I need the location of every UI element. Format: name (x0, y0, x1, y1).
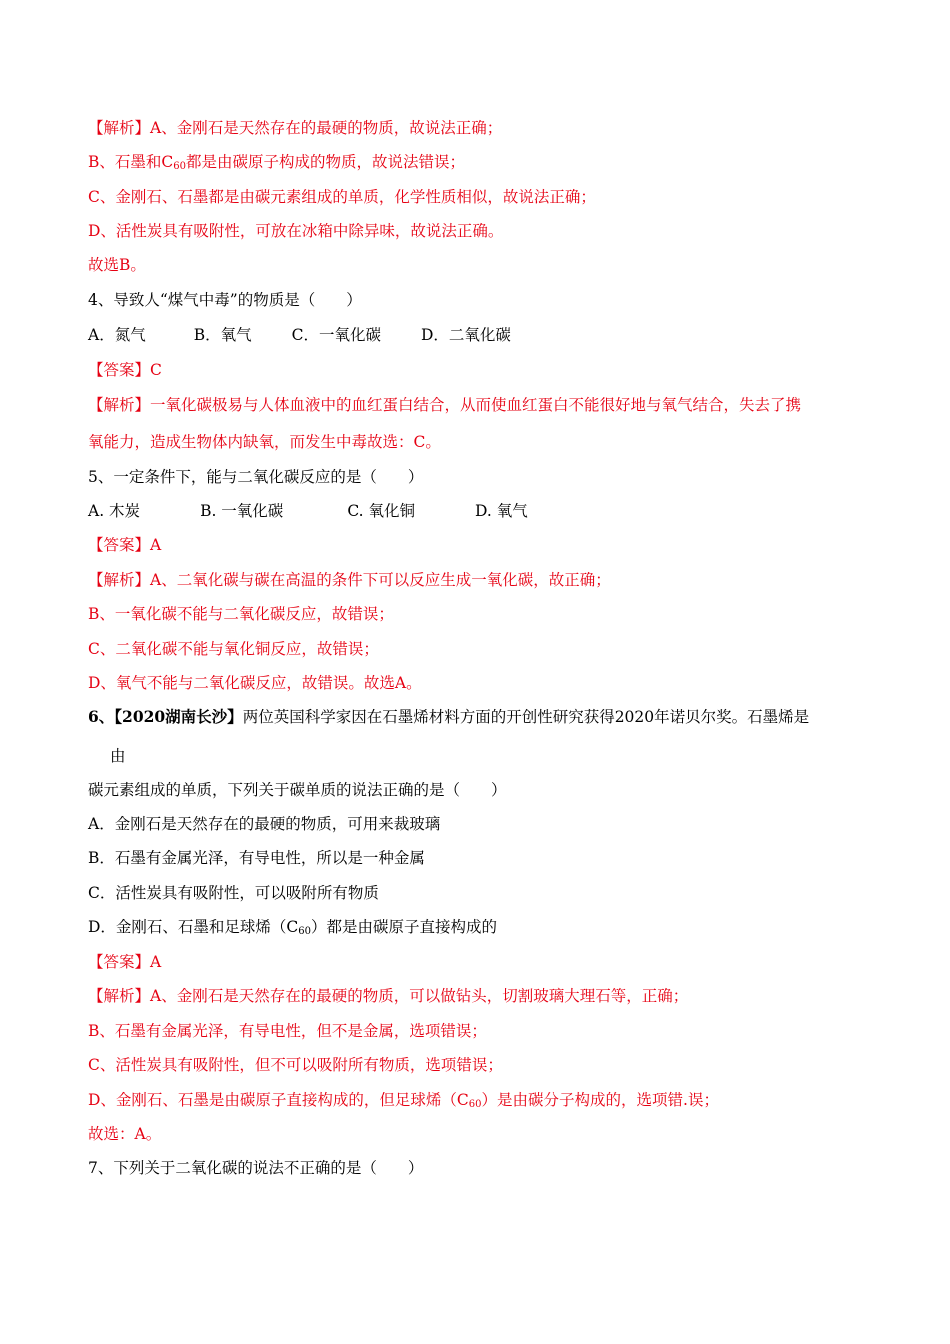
q4-jiexi-line2: 氧能力，造成生物体内缺氧，而发生中毒故选：C。 (88, 433, 441, 451)
q6-option-d: D．金刚石、石墨和足球烯$(C_{60})$都是由碳原子直接构成的 (88, 918, 498, 937)
q5-jiexi-line4: D、氧气不能与二氧化碳反应，故错误。故选A。 (88, 674, 422, 692)
q4-option-c: C．一氧化碳 (291, 326, 381, 344)
q6-option-b: B．石墨有金属光泽，有导电性，所以是一种金属 (88, 849, 425, 867)
jiexi-tag: 【解析】 (88, 119, 151, 137)
q4-options (88, 325, 511, 345)
q6-stem-line2: 碳元素组成的单质，下列关于碳单质的说法正确的是（ ） (88, 781, 507, 799)
q6-stem-line1: 6、【2020湖南长沙】两位英国科学家因在石墨烯材料方面的开创性研究获得2020年诺贝尔奖。石墨烯是 (88, 707, 810, 726)
q3-jiexi-line1: 【解析】A、金刚石是天然存在的最硬的物质，故说法正确； (88, 119, 503, 137)
q4-stem: 4、导致人“煤气中毒”的物质是（ ） (88, 291, 362, 309)
q5-answer: 【答案】A (88, 536, 162, 554)
q5-option-b: B. 一氧化碳 (200, 502, 284, 520)
q5-stem: 5、一定条件下，能与二氧化碳反应的是（ ） (88, 468, 424, 486)
q3-jiexi-line4: D、活性炭具有吸附性，可放在冰箱中除异味，故说法正确。 (88, 222, 504, 240)
q3-conclusion: 故选B。 (88, 256, 146, 274)
q5-jiexi-line3: C、二氧化碳不能与氧化铜反应，故错误； (88, 640, 379, 658)
jiexi-tag: 【解析】 (88, 571, 151, 589)
q5-jiexi-line1: 【解析】A、二氧化碳与碳在高温的条件下可以反应生成一氧化碳，故正确； (88, 571, 611, 589)
q6-source: 【2020湖南长沙】 (114, 707, 243, 726)
q7-stem: 7、下列关于二氧化碳的说法不正确的是（ ） (88, 1159, 424, 1177)
q6-number: 6、 (88, 707, 115, 726)
q5-option-a: A. 木炭 (88, 502, 141, 520)
q6-jiexi-line3: C、活性炭具有吸附性，但不可以吸附所有物质，选项错误； (88, 1056, 503, 1074)
q6-answer: 【答案】A (88, 953, 162, 971)
jiexi-tag: 【解析】 (88, 396, 151, 414)
q4-jiexi-line1: 【解析】一氧化碳极易与人体血液中的血红蛋白结合，从而使血红蛋白不能很好地与氧气结合，失去了携 (88, 396, 802, 414)
q6-jiexi-line2: B、石墨有金属光泽，有导电性，但不是金属，选项错误； (88, 1022, 487, 1040)
jiexi-tag: 【解析】 (88, 987, 151, 1005)
q3-jiexi-line3: C、金刚石、石墨都是由碳元素组成的单质，化学性质相似，故说法正确； (88, 188, 596, 206)
q6-option-c: C．活性炭具有吸附性，可以吸附所有物质 (88, 884, 379, 902)
q5-option-c: C. 氧化铜 (347, 502, 415, 520)
q5-jiexi-line2: B、一氧化碳不能与二氧化碳反应，故错误； (88, 605, 394, 623)
q3-jiexi-line2: B、石墨和$C_{60}$都是由碳原子构成的物质，故说法错误； (88, 153, 466, 172)
q6-jiexi-line4: D、金刚石、石墨是由碳原子直接构成的，但足球烯$(C_{60})$是由碳分子构成的，选项错.误； (88, 1091, 719, 1110)
q6-conclusion: 故选：A。 (88, 1125, 162, 1143)
q6-stem-wrap: 由 (110, 747, 126, 765)
q4-option-a: A．氮气 (88, 326, 146, 344)
q6-option-a: A．金刚石是天然存在的最硬的物质，可用来裁玻璃 (88, 815, 441, 833)
q6-jiexi-line1: 【解析】A、金刚石是天然存在的最硬的物质，可以做钻头，切割玻璃大理石等，正确； (88, 987, 689, 1005)
q5-option-d: D. 氧气 (474, 502, 528, 520)
q4-option-b: B．氧气 (193, 326, 252, 344)
q5-options (88, 501, 528, 521)
q4-option-d: D．二氧化碳 (420, 326, 511, 344)
q4-answer: 【答案】C (88, 361, 162, 379)
